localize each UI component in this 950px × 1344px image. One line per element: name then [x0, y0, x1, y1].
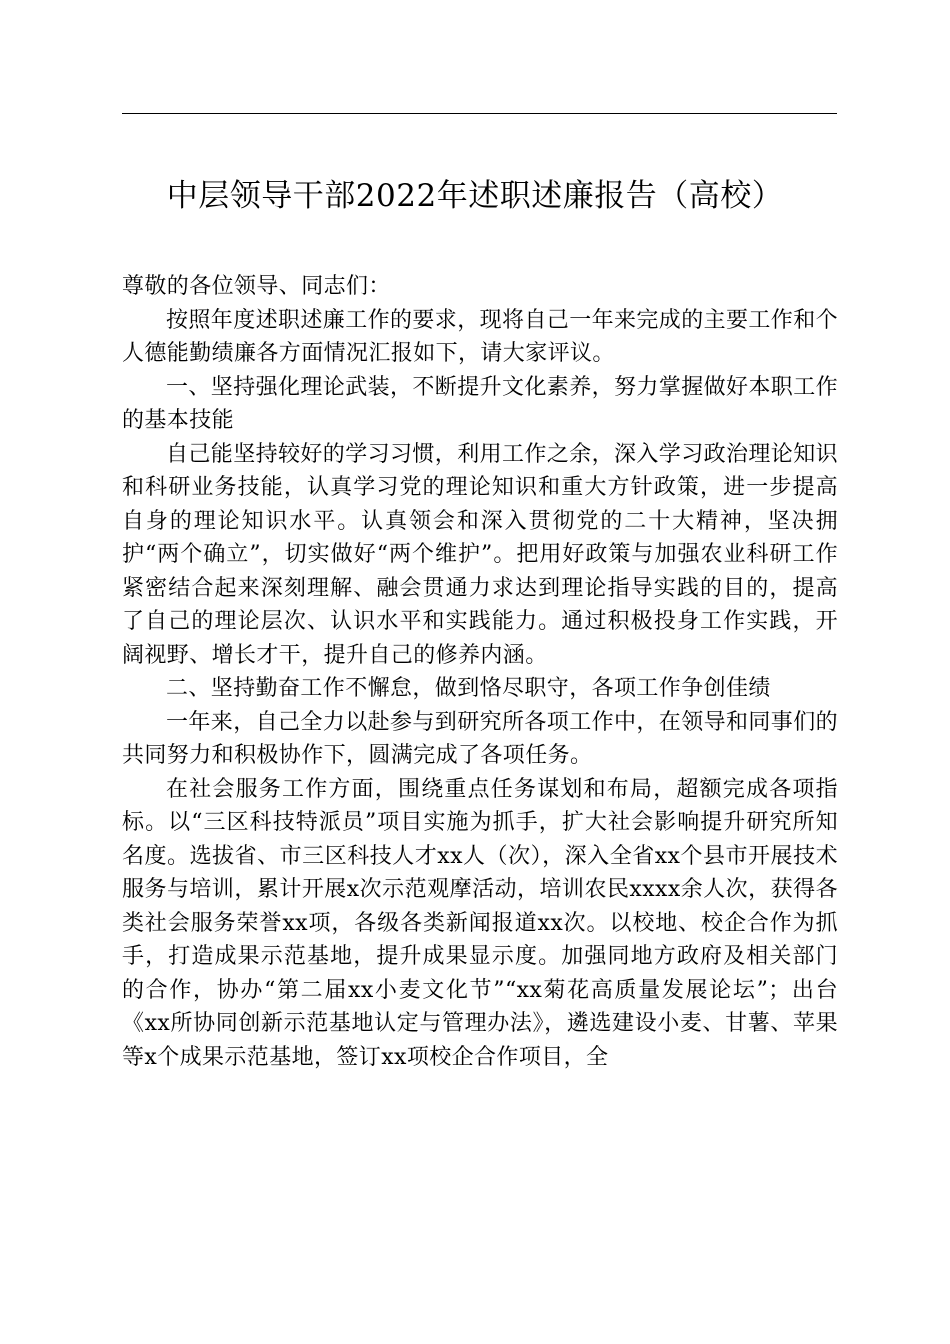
paragraph-social-service: 在社会服务工作方面，围绕重点任务谋划和布局，超额完成各项指标。以“三区科技特派员”项目实施为抓手，扩大社会影响提升研究所知名度。选拔省、市三区科技人才xx人（次），深入全省xx个县市开展技术服务与培训，累计开展x次示范观摩活动，培训农民xxxx余人次，获得各类社会服务荣誉xx项，各级各类新闻报道xx次。以校地、校企合作为抓手，打造成果示范基地，提升成果显示度。加强同地方政府及相关部门的合作，协办“第二届xx小麦文化节”“xx菊花高质量发展论坛”；出台《xx所协同创新示范基地认定与管理办法》，遴选建设小麦、甘薯、苹果等x个成果示范基地，签订xx项校企合作项目，全 [122, 776, 838, 1070]
header-rule [122, 113, 837, 114]
document-body [122, 270, 838, 1074]
paragraph-study: 自己能坚持较好的学习习惯，利用工作之余，深入学习政治理论知识和科研业务技能，认真学习党的理论知识和重大方针政策，进一步提高自身的理论知识水平。认真领会和深入贯彻党的二十大精神，坚决拥护“两个确立”，切实做好“两个维护”。把用好政策与加强农业科研工作紧密结合起来深刻理解、融会贯通力求达到理论指导实践的目的，提高了自己的理论层次、认识水平和实践能力。通过积极投身工作实践，开阔视野、增长才干，提升自己的修养内涵。 [122, 441, 839, 668]
section-heading-2: 二、坚持勤奋工作不懈怠，做到恪尽职守，各项工作争创佳绩 [166, 676, 771, 701]
salutation: 尊敬的各位领导、同志们： [122, 274, 391, 299]
paragraph-intro: 按照年度述职述廉工作的要求，现将自己一年来完成的主要工作和个人德能勤绩廉各方面情况汇报如下，请大家评议。 [122, 307, 839, 366]
paragraph-year-summary: 一年来，自己全力以赴参与到研究所各项工作中，在领导和同事们的共同努力和积极协作下，圆满完成了各项任务。 [122, 709, 839, 768]
section-heading-1: 一、坚持强化理论武装，不断提升文化素养，努力掌握做好本职工作的基本技能 [122, 374, 839, 433]
document-title: 中层领导干部2022年述职述廉报告（高校） [166, 178, 784, 214]
